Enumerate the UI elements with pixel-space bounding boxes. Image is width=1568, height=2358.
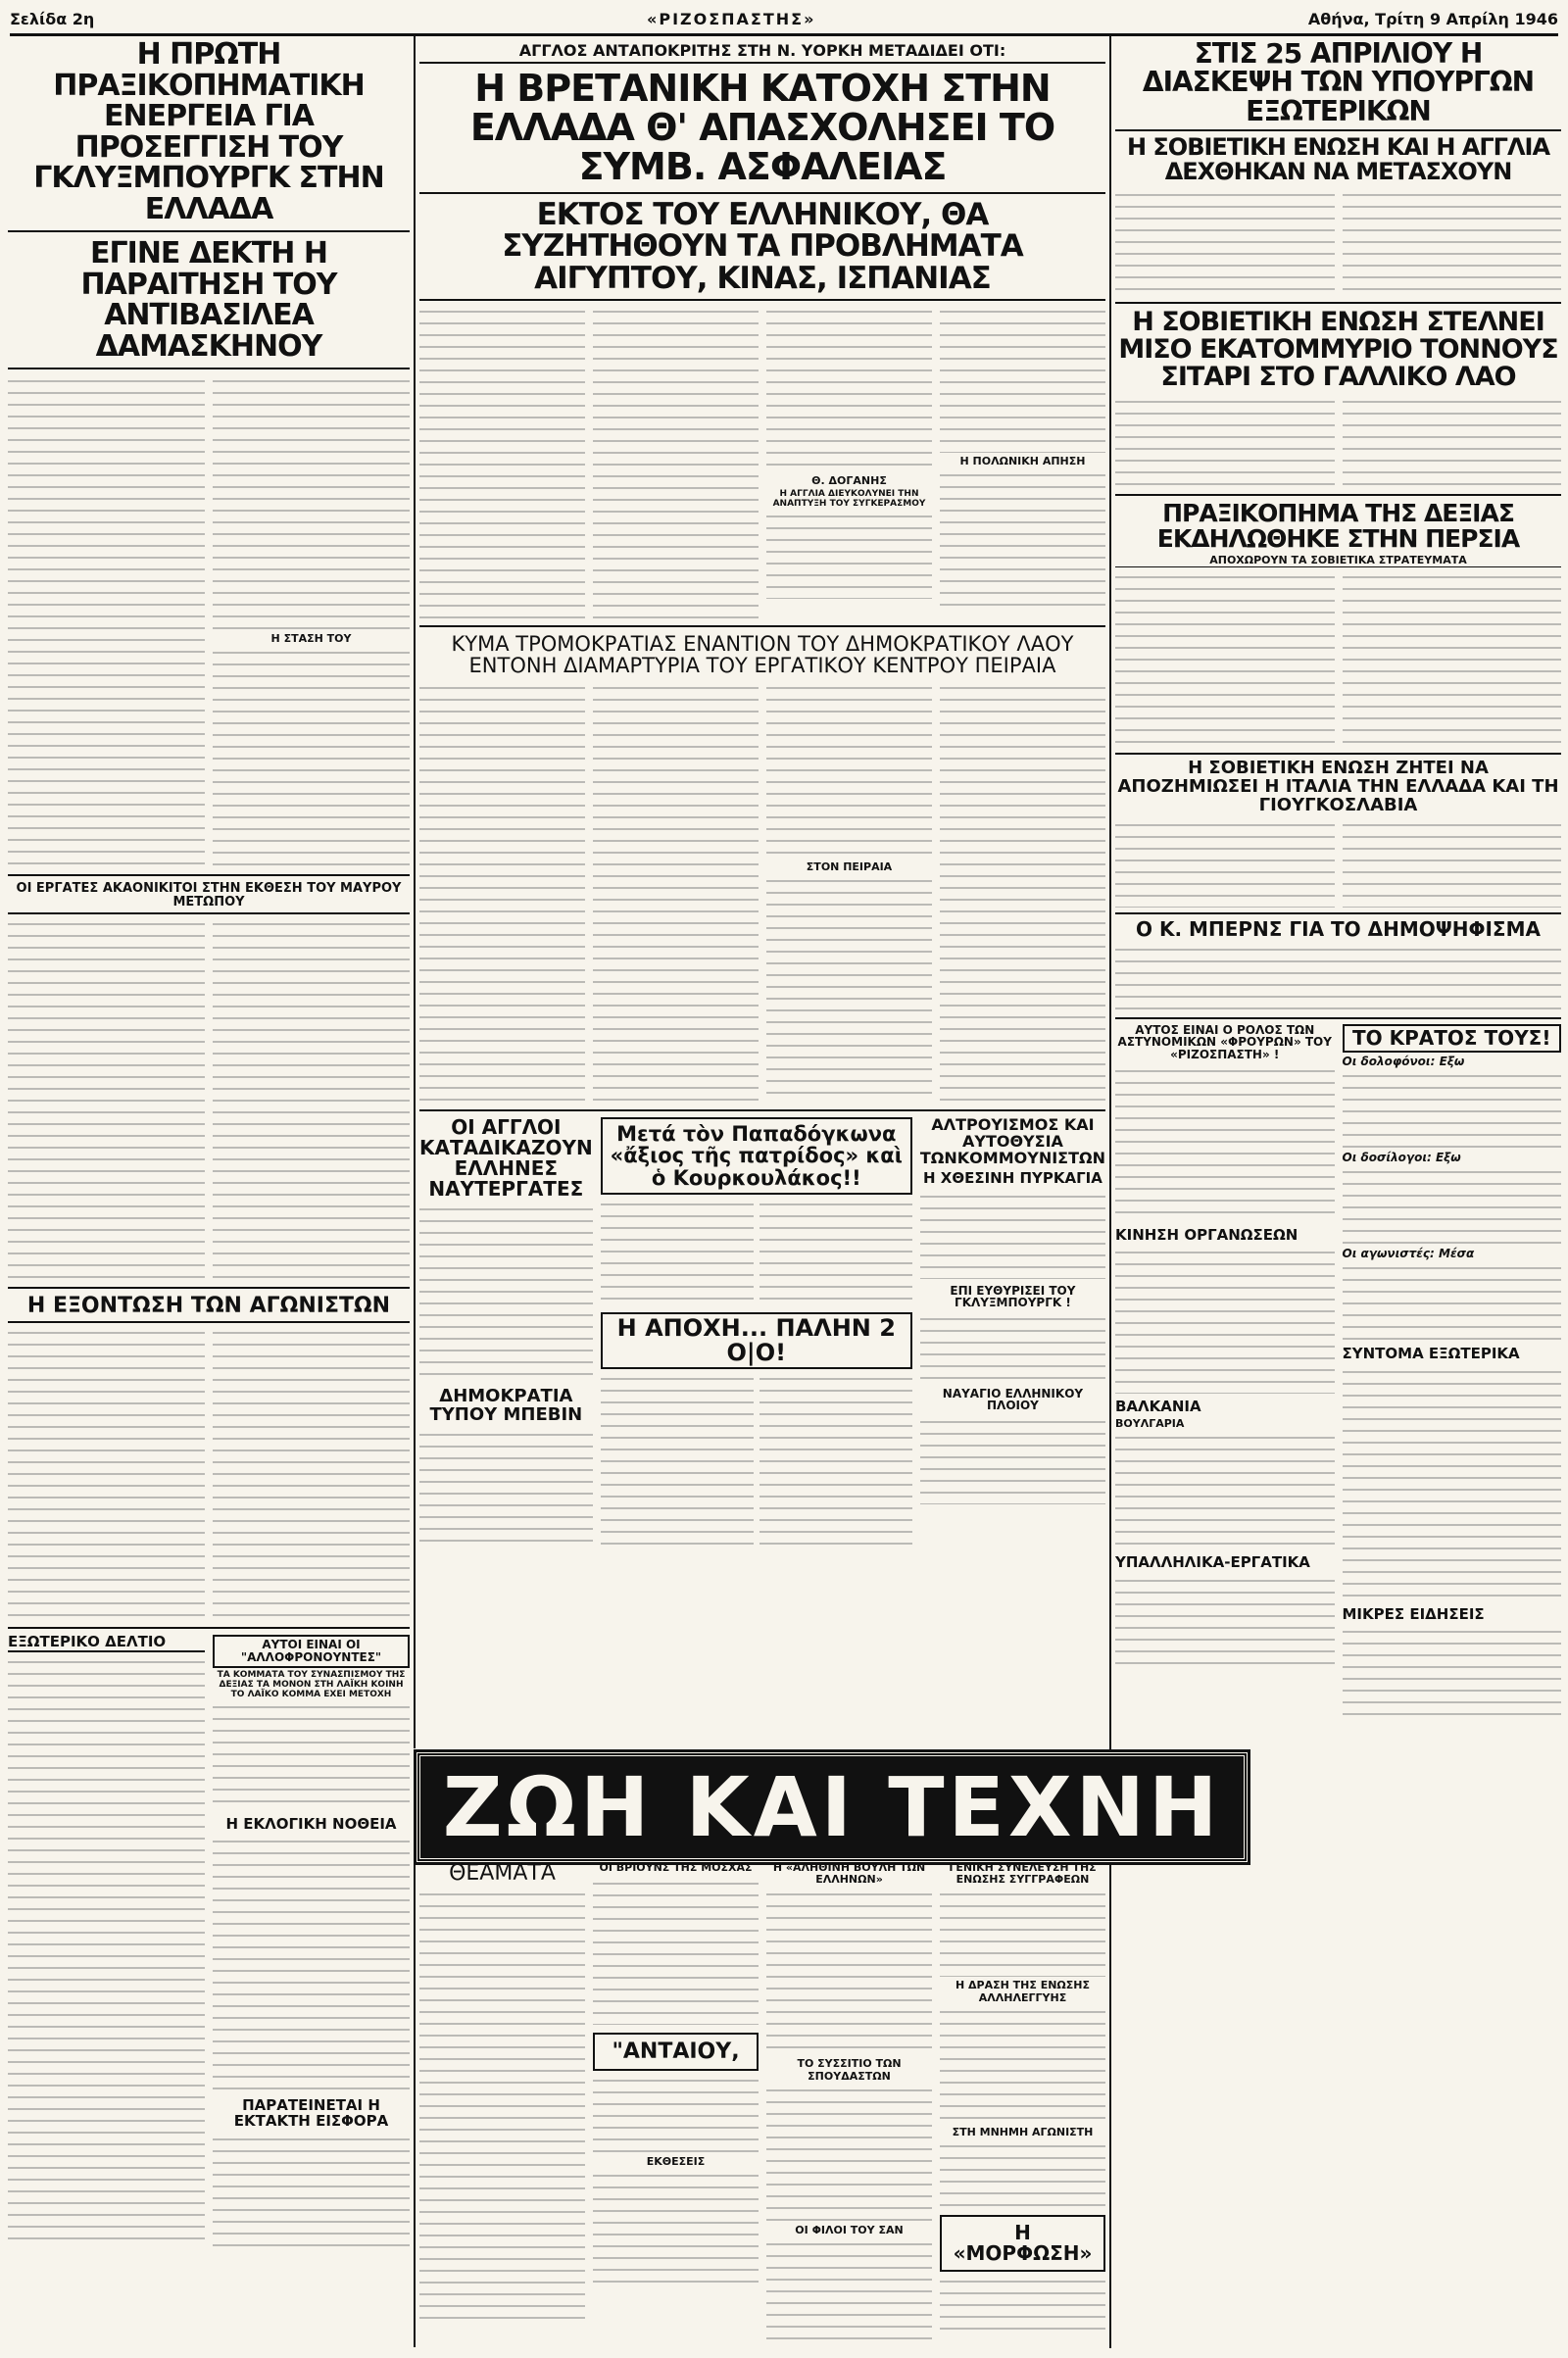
arts-col-2-box: "ΑΝΤΑΙΟΥ,: [593, 2033, 759, 2071]
divider: [1115, 494, 1561, 496]
right-headline-3: Η ΣΟΒΙΕΤΙΚΗ ΕΝΩΣΗ ΣΤΕΛΝΕΙ ΜΙΣΟ ΕΚΑΤΟΜΜΥΡΙΟ ΤΟΝΝΟΥΣ ΣΙΤΑΡΙ ΣΤΟ ΓΑΛΛΙΚΟ ΛΑΟ: [1118, 306, 1558, 393]
article-text: [8, 1656, 205, 2244]
column-rule: [414, 35, 416, 1748]
center-byline-2: Η ΑΓΓΛΙΑ ΔΙΕΥΚΟΛΥΝΕΙ ΤΗΝ ΑΝΑΠΤΥΞΗ ΤΟΥ ΣΥΓΚΕΡΑΣΜΟΥ: [772, 489, 926, 510]
arts-col-2-sub: ΕΚΘΕΣΕΙΣ: [646, 2154, 706, 2168]
right-subhead-4: ΑΠΟΧΩΡΟΥΝ ΤΑ ΣΟΒΙΕΤΙΚΑ ΣΤΡΑΤΕΥΜΑΤΑ: [1115, 554, 1561, 567]
center-headline-5: ΟΙ ΑΓΓΛΟΙ ΚΑΤΑΔΙΚΑΖΟΥΝ ΕΛΛΗΝΕΣ ΝΑΥΤΕΡΓΑΤΕΣ: [419, 1115, 593, 1202]
article-text: [213, 1327, 410, 1621]
article-text: [1343, 1366, 1562, 1601]
left-headline-8: ΠΑΡΑΤΕΙΝΕΤΑΙ Η ΕΚΤΑΚΤΗ ΕΙΣΦΟΡΑ: [233, 2096, 389, 2131]
article-text: [920, 1416, 1105, 1504]
arts-section: [419, 1862, 1105, 2347]
center-kicker: ΑΓΓΛΟΣ ΑΝΤΑΠΟΚΡΙΤΗΣ ΣΤΗ Ν. ΥΟΡΚΗ ΜΕΤΑΔΙΔΕΙ ΟΤΙ:: [419, 39, 1105, 64]
article-text: [1115, 1065, 1335, 1222]
divider: [8, 874, 410, 876]
article-text: [1343, 1166, 1562, 1245]
center-headline-3: ΚΥΜΑ ΤΡΟΜΟΚΡΑΤΙΑΣ ΕΝΑΝΤΙΟΝ ΤΟΥ ΔΗΜΟΚΡΑΤΙΚΟΥ ΛΑΟΥ: [451, 632, 1074, 657]
article-text: [1343, 571, 1562, 748]
center-headline-8: Η ΑΠΟΧΗ... ΠΑΛΗΝ 2 Ο|Ο!: [601, 1312, 912, 1369]
article-text: [593, 2170, 759, 2287]
right-headline-10: ΒΑΛΚΑΝΙΑ: [1115, 1398, 1201, 1416]
arts-col-4-box: Η «ΜΟΡΦΩΣΗ»: [940, 2215, 1105, 2272]
article-text: [940, 682, 1105, 1104]
article-text: [419, 1204, 593, 1380]
center-byline-1: Θ. ΔΟΓΑΝΗΣ: [811, 474, 887, 488]
article-text: [8, 375, 205, 865]
article-text: [213, 1701, 410, 1809]
left-headline-5: ΕΞΩΤΕΡΙΚΟ ΔΕΛΤΙΟ: [8, 1635, 205, 1652]
divider: [8, 230, 410, 232]
left-headline-1: Η ΠΡΩΤΗ ΠΡΑΞΙΚΟΠΗΜΑΤΙΚΗ ΕΝΕΡΓΕΙΑ ΓΙΑ ΠΡΟΣΕΓΓΙΣΗ ΤΟΥ ΓΚΛΥΞΜΠΟΥΡΓΚ ΣΤΗΝ ΕΛΛΑΔΑ: [33, 39, 384, 226]
left-headline-4: Η ΕΞΟΝΤΩΣΗ ΤΩΝ ΑΓΩΝΙΣΤΩΝ: [26, 1294, 391, 1319]
divider: [8, 1321, 410, 1323]
center-section-pireas: ΣΤΟΝ ΠΕΙΡΑΙΑ: [806, 860, 893, 874]
article-text: [766, 1889, 932, 2055]
arts-col-3-sub: ΤΟ ΣΥΣΣΙΤΙΟ ΤΩΝ ΣΠΟΥΔΑΣΤΩΝ: [797, 2057, 902, 2084]
article-text: [419, 306, 585, 619]
center-column: [419, 39, 1105, 1749]
article-text: [593, 1878, 759, 2025]
divider: [8, 1287, 410, 1289]
article-text: [940, 2140, 1105, 2209]
article-text: [1343, 1262, 1562, 1341]
article-text: [213, 2134, 410, 2251]
article-text: [419, 1429, 593, 1547]
arts-col-4-sub: Η ΔΡΑΣΗ ΤΗΣ ΕΝΩΣΗΣ ΑΛΛΗΛΕΓΓΥΗΣ: [955, 1979, 1091, 2005]
right-headline-2: Η ΣΟΒΙΕΤΙΚΗ ΕΝΩΣΗ ΚΑΙ Η ΑΓΓΛΙΑ ΔΕΧΘΗΚΑΝ ΝΑ ΜΕΤΑΣΧΟΥΝ: [1126, 133, 1550, 186]
right-subhead-10: ΒΟΥΛΓΑΡΙΑ: [1115, 1417, 1185, 1431]
article-text: [920, 1313, 1105, 1382]
divider: [1115, 302, 1561, 304]
right-headline-6: Ο Κ. ΜΠΕΡΝΣ ΓΙΑ ΤΟ ΔΗΜΟΨΗΦΙΣΜΑ: [1136, 916, 1541, 941]
left-column: [8, 39, 410, 2342]
article-text: [766, 2238, 932, 2347]
article-text: [1115, 944, 1561, 1012]
article-text: [213, 1836, 410, 2090]
article-text: [920, 1191, 1105, 1279]
article-text: [8, 1327, 205, 1621]
left-headline-2: ΕΓΙΝΕ ΔΕΚΤΗ Η ΠΑΡΑΙΤΗΣΗ ΤΟΥ ΑΝΤΙΒΑΣΙΛΕΑ ΔΑΜΑΣΚΗΝΟΥ: [80, 236, 337, 364]
divider: [1115, 912, 1561, 914]
left-headline-7: Η ΕΚΛΟΓΙΚΗ ΝΟΘΕΙΑ: [225, 1814, 397, 1833]
article-text: [940, 1889, 1105, 1977]
right-column: [1115, 39, 1561, 2342]
center-headline-7: Μετά τὸν Παπαδόγκωνα «ἄξιος τῆς πατρίδος» καὶ ὁ Κουρκουλάκος!!: [601, 1117, 912, 1194]
article-text: [940, 2276, 1105, 2334]
article-text: [8, 918, 205, 1281]
article-text: [593, 2075, 759, 2153]
column-rule: [414, 1857, 416, 2347]
article-text: [766, 306, 932, 472]
article-text: [766, 511, 932, 599]
arts-col-3-sub2: ΟΙ ΦΙΛΟΙ ΤΟΥ ΣΑΝ: [795, 2224, 904, 2237]
article-text: [760, 1373, 912, 1549]
article-text: [419, 1889, 585, 2320]
article-text: [760, 1199, 912, 1306]
arts-col-3-title: Η «ΑΛΗΘΙΝΗ ΒΟΥΛΗ ΤΩΝ ΕΛΛΗΝΩΝ»: [772, 1862, 926, 1886]
divider: [419, 625, 1105, 627]
article-text: [940, 306, 1105, 453]
article-text: [593, 682, 759, 1104]
article-text: [766, 682, 932, 859]
article-text: [1343, 819, 1562, 908]
column-rule: [1109, 35, 1111, 2348]
article-text: [1115, 189, 1335, 297]
arts-col-1-title: ΘΕΑΜΑΤΑ: [449, 1862, 556, 1886]
left-headline-6-sub: ΤΑ ΚΟΜΜΑΤΑ ΤΟΥ ΣΥΝΑΣΠΙΣΜΟΥ ΤΗΣ ΔΕΞΙΑΣ ΤΑ ΜΟΝΟΝ ΣΤΗ ΛΑΪΚΗ ΚΟΙΝΗ ΤΟ ΛΑΪΚΟ ΚΟΜΜΑ ΕΧΕΙ ΜΕΤΟΧΗ: [217, 1669, 406, 1699]
page-number: Σελίδα 2η: [10, 10, 95, 28]
paper-name: «ΡΙΖΟΣΠΑΣΤΗΣ»: [647, 10, 816, 28]
arts-col-4-sub2: ΣΤΗ ΜΝΗΜΗ ΑΓΩΝΙΣΤΗ: [952, 2126, 1094, 2139]
divider: [1115, 753, 1561, 755]
article-text: [213, 918, 410, 1281]
center-headline-11: ΕΠΙ ΕΥΘΥΡΙΣΕΙ ΤΟΥ ΓΚΛΥΞΜΠΟΥΡΓΚ !: [950, 1283, 1076, 1310]
divider: [419, 192, 1105, 194]
divider: [8, 912, 410, 914]
left-headline-3: ΟΙ ΕΡΓΑΤΕΣ ΑΚΑΟΝΙΚΙΤΟΙ ΣΤΗΝ ΕΚΘΕΣΗ ΤΟΥ ΜΑΥΡΟΥ ΜΕΤΩΠΟΥ: [16, 881, 402, 909]
article-text: [1343, 396, 1562, 489]
article-text: [213, 375, 410, 630]
section-banner: ΖΩΗ ΚΑΙ ΤΕΧΝΗ: [416, 1752, 1248, 1862]
article-text: [1115, 1432, 1335, 1549]
divider: [8, 1627, 410, 1629]
arts-col-4-title: ΓΕΝΙΚΗ ΣΥΝΕΛΕΥΣΗ ΤΗΣ ΕΝΩΣΗΣ ΣΥΓΓΡΑΦΕΩΝ: [949, 1862, 1097, 1886]
issue-date: Αθήνα, Τρίτη 9 Απρίλη 1946: [1307, 10, 1558, 28]
right-headline-5: Η ΣΟΒΙΕΤΙΚΗ ΕΝΩΣΗ ΖΗΤΕΙ ΝΑ ΑΠΟΖΗΜΙΩΣΕΙ Η ΙΤΑΛΙΑ ΤΗΝ ΕΛΛΑΔΑ ΚΑΙ ΤΗ ΓΙΟΥΓΚΟΣΛΑΒΙΑ: [1117, 758, 1559, 815]
article-text: [601, 1199, 754, 1306]
article-text: [1343, 1626, 1562, 1724]
article-text: [940, 2006, 1105, 2124]
left-headline-6: ΑΥΤΟΙ ΕΙΝΑΙ ΟΙ "ΑΛΛΟΦΡΟΝΟΥΝΤΕΣ": [213, 1635, 410, 1667]
right-headline-8: ΤΟ ΚΡΑΤΟΣ ΤΟΥΣ!: [1343, 1024, 1562, 1053]
right-headline-13: ΜΙΚΡΕΣ ΕΙΔΗΣΕΙΣ: [1342, 1604, 1485, 1623]
center-byline-3: Η ΠΟΛΩΝΙΚΗ ΑΠΗΣΗ: [959, 455, 1086, 468]
article-text: [1343, 189, 1562, 297]
center-headline-9: ΑΛΤΡΟΥΙΣΜΟΣ ΚΑΙ ΑΥΤΟΘΥΣΙΑ ΤΩΝΚΟΜΜΟΥΝΙΣΤΩΝ: [919, 1115, 1105, 1167]
right-headline-7: ΑΥΤΟΣ ΕΙΝΑΙ Ο ΡΟΛΟΣ ΤΩΝ ΑΣΤΥΝΟΜΙΚΩΝ «ΦΡΟΥΡΩΝ» ΤΟΥ «ΡΙΖΟΣΠΑΣΤΗ» !: [1117, 1022, 1332, 1061]
center-headline-4: ΕΝΤΟΝΗ ΔΙΑΜΑΡΤΥΡΙΑ ΤΟΥ ΕΡΓΑΤΙΚΟΥ ΚΕΝΤΡΟΥ ΠΕΙΡΑΙΑ: [468, 654, 1056, 678]
article-text: [766, 875, 932, 1101]
divider: [419, 1109, 1105, 1111]
article-text: [1115, 819, 1335, 908]
right-headline-11: ΥΠΑΛΛΗΛΙΚΑ-ΕΡΓΑΤΙΚΑ: [1115, 1553, 1310, 1572]
divider: [1115, 129, 1561, 131]
divider: [419, 299, 1105, 301]
arts-col-2-title: ΟΙ ΒΡΙΟΥΝΣ ΤΗΣ ΜΟΣΧΑΣ: [599, 1862, 753, 1874]
article-text: [601, 1373, 754, 1549]
center-headline-6: ΔΗΜΟΚΡΑΤΙΑ ΤΥΠΟΥ ΜΠΕΒΙΝ: [429, 1386, 583, 1426]
article-text: [940, 469, 1105, 607]
article-text: [419, 682, 585, 1104]
right-headline-4: ΠΡΑΞΙΚΟΠΗΜΑ ΤΗΣ ΔΕΞΙΑΣ ΕΚΔΗΛΩΘΗΚΕ ΣΤΗΝ ΠΕΡΣΙΑ: [1156, 498, 1520, 553]
article-text: [1115, 1575, 1335, 1673]
article-text: [1115, 1247, 1335, 1394]
center-headline-1: Η ΒΡΕΤΑΝΙΚΗ ΚΑΤΟΧΗ ΣΤΗΝ ΕΛΛΑΔΑ Θ' ΑΠΑΣΧΟΛΗΣΕΙ ΤΟ ΣΥΜΒ. ΑΣΦΑΛΕΙΑΣ: [469, 67, 1055, 188]
article-text: [213, 647, 410, 868]
right-headline-9: ΚΙΝΗΣΗ ΟΡΓΑΝΩΣΕΩΝ: [1115, 1225, 1298, 1244]
center-headline-2: ΕΚΤΟΣ ΤΟΥ ΕΛΛΗΝΙΚΟΥ, ΘΑ ΣΥΖΗΤΗΘΟΥΝ ΤΑ ΠΡΟΒΛΗΜΑΤΑ ΑΙΓΥΠΤΟΥ, ΚΙΝΑΣ, ΙΣΠΑΝΙΑΣ: [502, 196, 1023, 296]
right-subhead-8c: Οι αγωνιστές: Μέσα: [1342, 1246, 1475, 1260]
article-text: [1115, 396, 1335, 489]
left-subhead-1: Η ΣΤΑΣΗ ΤΟΥ: [270, 632, 352, 645]
article-text: [1343, 1070, 1562, 1149]
article-text: [1115, 571, 1335, 748]
masthead: [10, 8, 1558, 36]
article-text: [766, 2085, 932, 2222]
article-text: [593, 306, 759, 619]
divider: [8, 368, 410, 369]
divider: [1115, 1017, 1561, 1019]
right-subhead-8a: Οι δολοφόνοι: Εξω: [1342, 1054, 1465, 1068]
right-headline-12: ΣΥΝΤΟΜΑ ΕΞΩΤΕΡΙΚΑ: [1342, 1344, 1520, 1362]
center-headline-10: Η ΧΘΕΣΙΝΗ ΠΥΡΚΑΓΙΑ: [922, 1168, 1102, 1187]
right-headline-1: ΣΤΙΣ 25 ΑΠΡΙΛΙΟΥ Η ΔΙΑΣΚΕΨΗ ΤΩΝ ΥΠΟΥΡΓΩΝ ΕΞΩΤΕΡΙΚΩΝ: [1142, 39, 1535, 127]
center-headline-12: ΝΑΥΑΓΙΟ ΕΛΛΗΝΙΚΟΥ ΠΛΟΙΟΥ: [942, 1386, 1084, 1413]
right-subhead-8b: Οι δοσίλογοι: Εξω: [1342, 1150, 1461, 1164]
